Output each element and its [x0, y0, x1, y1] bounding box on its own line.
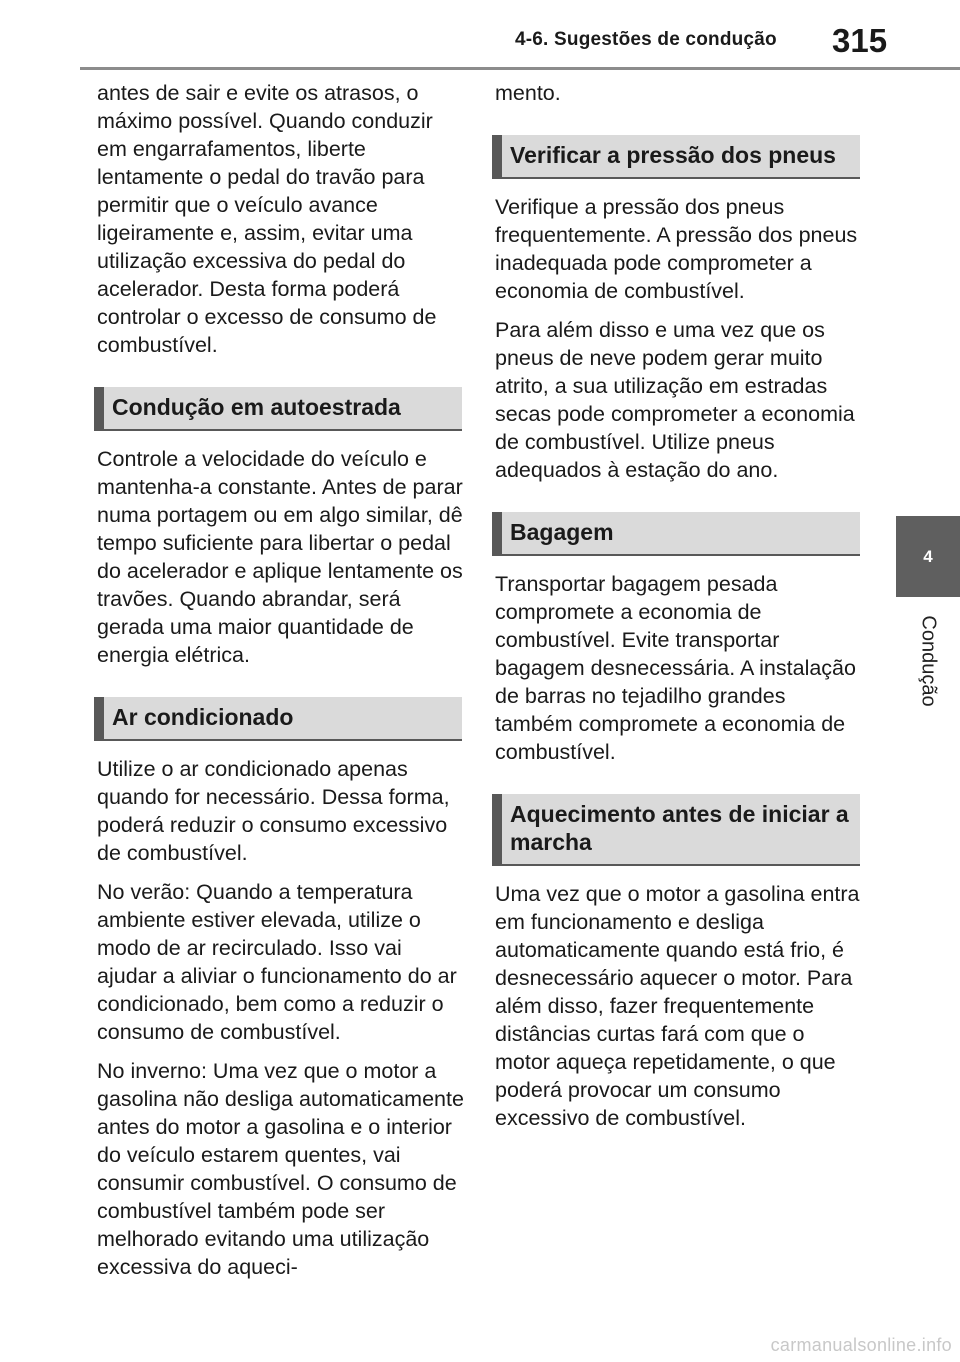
section-title: 4-6. Sugestões de condução — [515, 29, 777, 50]
body-paragraph: Verifique a pressão dos pneus frequentemente. A pressão dos pneus inadequada pode comprometer a economia de combustível. — [495, 195, 858, 303]
right-column — [495, 79, 863, 1143]
body-paragraph: Transportar bagagem pesada compromete a economia de combustível. Evite transportar bagagem desnecessária. A instalação de barras no tejadilho grandes também compromete a economia de combustível. — [495, 572, 856, 764]
section-heading-pressao-pneus: Verificar a pressão dos pneus — [492, 135, 860, 179]
body-paragraph: No inverno: Uma vez que o motor a gasolina não desliga automaticamente antes do motor a gasolina e o interior do veículo estarem quentes, vai consumir combustível. O consumo de combustível também pode ser melhorado evitando uma utilização excessiva do aqueci- — [97, 1059, 464, 1279]
body-paragraph: Controle a velocidade do veículo e mantenha-a constante. Antes de parar numa portagem ou em algo similar, dê tempo suficiente para libertar o pedal do acelerador e aplique lentamente os travões. Quando abrandar, será gerada uma maior quantidade de energia elétrica. — [97, 447, 463, 667]
section-heading-ar-condicionado: Ar condicionado — [94, 697, 462, 741]
section-heading-autoestrada: Condução em autoestrada — [94, 387, 462, 431]
continued-paragraph: antes de sair e evite os atrasos, o máximo possível. Quando conduzir em engarrafamentos, liberte lentamente o pedal do travão para permitir que o veículo avance ligeiramente e, assim, evitar uma utilização excessiva do pedal do acelerador. Desta forma poderá controlar o excesso de consumo de combustível. — [97, 81, 437, 357]
chapter-number: 4 — [923, 546, 933, 566]
header-divider — [80, 67, 960, 70]
chapter-tab — [896, 516, 960, 597]
page-number: 315 — [832, 22, 888, 59]
body-paragraph: No verão: Quando a temperatura ambiente estiver elevada, utilize o modo de ar recirculado. Isso vai ajudar a aliviar o funcionamento do ar condicionado, bem como a reduzir o consumo de combustível. — [97, 880, 457, 1044]
body-paragraph: Utilize o ar condicionado apenas quando for necessário. Dessa forma, poderá reduzir o consumo excessivo de combustível. — [97, 757, 450, 865]
body-paragraph: Para além disso e uma vez que os pneus de neve podem gerar muito atrito, a sua utilização em estradas secas pode comprometer a economia de combustível. Utilize pneus adequados à estação do ano. — [495, 318, 855, 482]
continued-paragraph: mento. — [495, 81, 561, 105]
section-heading-aquecimento: Aquecimento antes de iniciar a marcha — [492, 794, 860, 866]
watermark: carmanualsonline.info — [770, 1335, 952, 1355]
chapter-label: Condução — [917, 615, 940, 707]
section-heading-bagagem: Bagagem — [492, 512, 860, 556]
body-paragraph: Uma vez que o motor a gasolina entra em funcionamento e desliga automaticamente quando está frio, é desnecessário aquecer o motor. Para além disso, fazer frequentemente distâncias curtas fará com que o motor aqueça repetidamente, o que poderá provocar um consumo excessivo de combustível. — [495, 882, 860, 1130]
left-column — [97, 79, 465, 1292]
